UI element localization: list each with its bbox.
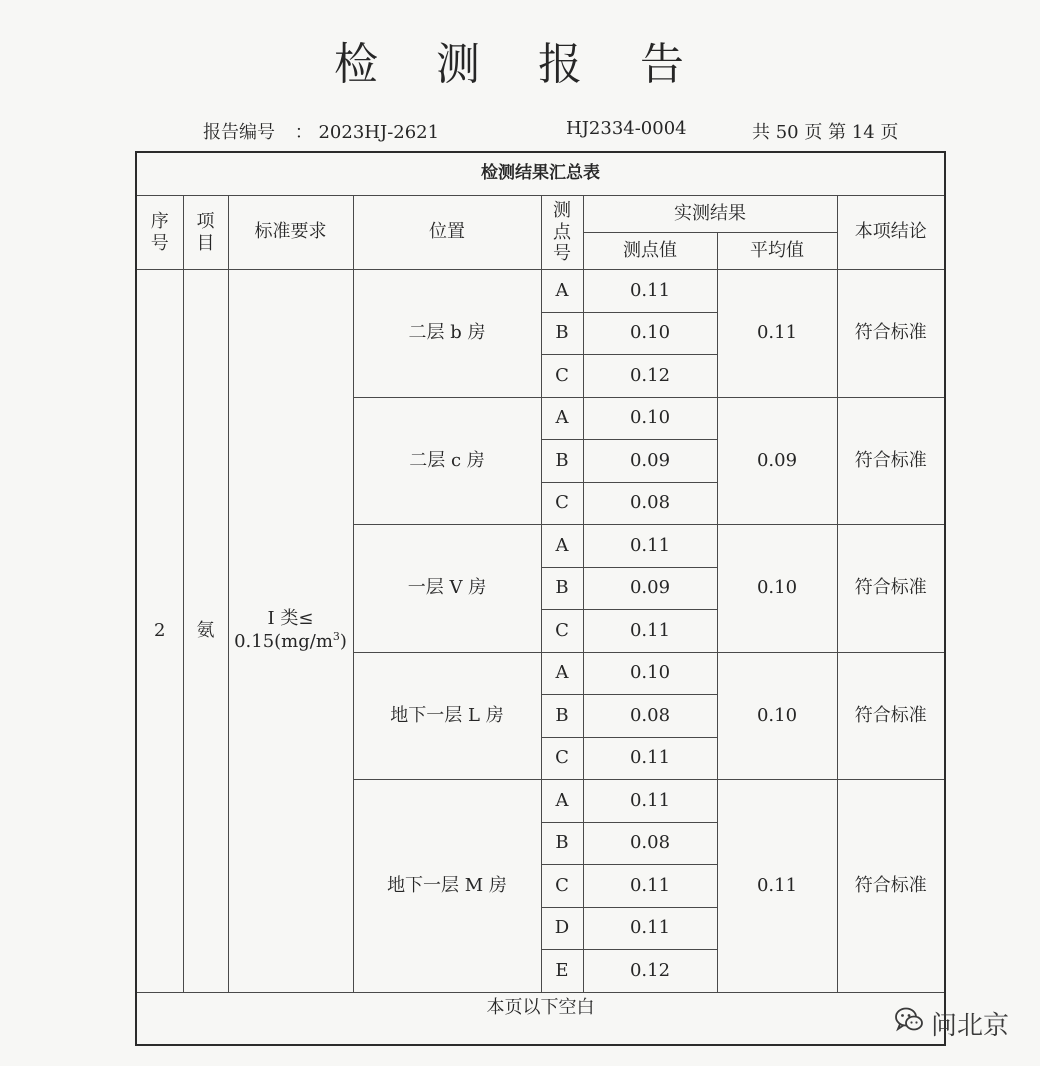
point-no-cell: A — [541, 525, 583, 568]
point-value-cell: 0.11 — [583, 780, 717, 823]
point-value-cell: 0.08 — [583, 695, 717, 738]
point-value-cell: 0.08 — [583, 482, 717, 525]
point-no-cell: C — [541, 865, 583, 908]
standard-cell — [228, 270, 353, 993]
point-no-cell: B — [541, 567, 583, 610]
point-value-cell: 0.08 — [583, 822, 717, 865]
report-number-value: 2023HJ-2621 — [318, 122, 440, 143]
conclusion-cell: 符合标准 — [837, 780, 944, 993]
location-cell: 一层 V 房 — [353, 525, 541, 653]
point-value-cell: 0.09 — [583, 567, 717, 610]
page-info: 共 50 页 第 14 页 — [752, 122, 899, 143]
standard-line-1: I 类≤ — [267, 607, 314, 629]
watermark-text: 问北京 — [931, 1011, 1010, 1041]
header-seq: 序 号 — [137, 196, 183, 270]
item-cell: 氨 — [183, 270, 228, 993]
header-conclusion: 本项结论 — [837, 196, 944, 270]
average-cell: 0.10 — [717, 525, 837, 653]
point-no-cell: B — [541, 312, 583, 355]
point-value-cell: 0.12 — [583, 355, 717, 398]
point-no-cell: E — [541, 950, 583, 993]
header-point-no: 测 点 号 — [541, 196, 583, 270]
header-average: 平均值 — [717, 233, 837, 270]
table-title: 检测结果汇总表 — [137, 153, 944, 196]
header-item: 项 目 — [183, 196, 228, 270]
header-measured: 实测结果 — [583, 196, 837, 233]
point-value-cell: 0.10 — [583, 312, 717, 355]
point-value-cell: 0.11 — [583, 525, 717, 568]
point-no-cell: C — [541, 482, 583, 525]
project-code: HJ2334-0004 — [566, 118, 687, 139]
point-value-cell: 0.11 — [583, 610, 717, 653]
conclusion-cell: 符合标准 — [837, 397, 944, 525]
point-value-cell: 0.09 — [583, 440, 717, 483]
report-number-separator: ： — [294, 122, 313, 143]
point-no-cell: A — [541, 397, 583, 440]
location-cell: 地下一层 M 房 — [353, 780, 541, 993]
wechat-icon — [893, 1004, 925, 1043]
point-value-cell: 0.12 — [583, 950, 717, 993]
point-no-cell: B — [541, 695, 583, 738]
document-title: 检 测 报 告 — [334, 39, 706, 90]
point-no-cell: D — [541, 907, 583, 950]
results-table — [137, 153, 944, 1049]
standard-line-2: $0.15(mg/m^3)$ — [234, 630, 347, 653]
conclusion-cell: 符合标准 — [837, 270, 944, 398]
seq-cell: 2 — [137, 270, 183, 993]
point-no-cell: A — [541, 270, 583, 313]
location-cell: 二层 c 房 — [353, 397, 541, 525]
header-location: 位置 — [353, 196, 541, 270]
watermark — [893, 1004, 1009, 1043]
conclusion-cell: 符合标准 — [837, 525, 944, 653]
point-no-cell: C — [541, 737, 583, 780]
average-cell: 0.11 — [717, 780, 837, 993]
location-cell: 地下一层 L 房 — [353, 652, 541, 780]
point-no-cell: C — [541, 610, 583, 653]
point-value-cell: 0.11 — [583, 865, 717, 908]
report-number-label: 报告编号 — [203, 122, 275, 143]
table-footer: 本页以下空白 — [137, 992, 944, 1049]
point-no-cell: B — [541, 440, 583, 483]
header-point-value: 测点值 — [583, 233, 717, 270]
average-cell: 0.09 — [717, 397, 837, 525]
point-no-cell: A — [541, 652, 583, 695]
point-value-cell: 0.10 — [583, 652, 717, 695]
point-no-cell: B — [541, 822, 583, 865]
header-standard: 标准要求 — [228, 196, 353, 270]
table-footer-row — [137, 992, 944, 1049]
point-no-cell: A — [541, 780, 583, 823]
point-value-cell: 0.11 — [583, 737, 717, 780]
table-row — [137, 270, 944, 313]
conclusion-cell: 符合标准 — [837, 652, 944, 780]
point-no-cell: C — [541, 355, 583, 398]
average-cell: 0.10 — [717, 652, 837, 780]
point-value-cell: 0.10 — [583, 397, 717, 440]
point-value-cell: 0.11 — [583, 270, 717, 313]
results-table-frame — [135, 151, 946, 1046]
location-cell: 二层 b 房 — [353, 270, 541, 398]
average-cell: 0.11 — [717, 270, 837, 398]
point-value-cell: 0.11 — [583, 907, 717, 950]
report-number — [203, 118, 439, 144]
